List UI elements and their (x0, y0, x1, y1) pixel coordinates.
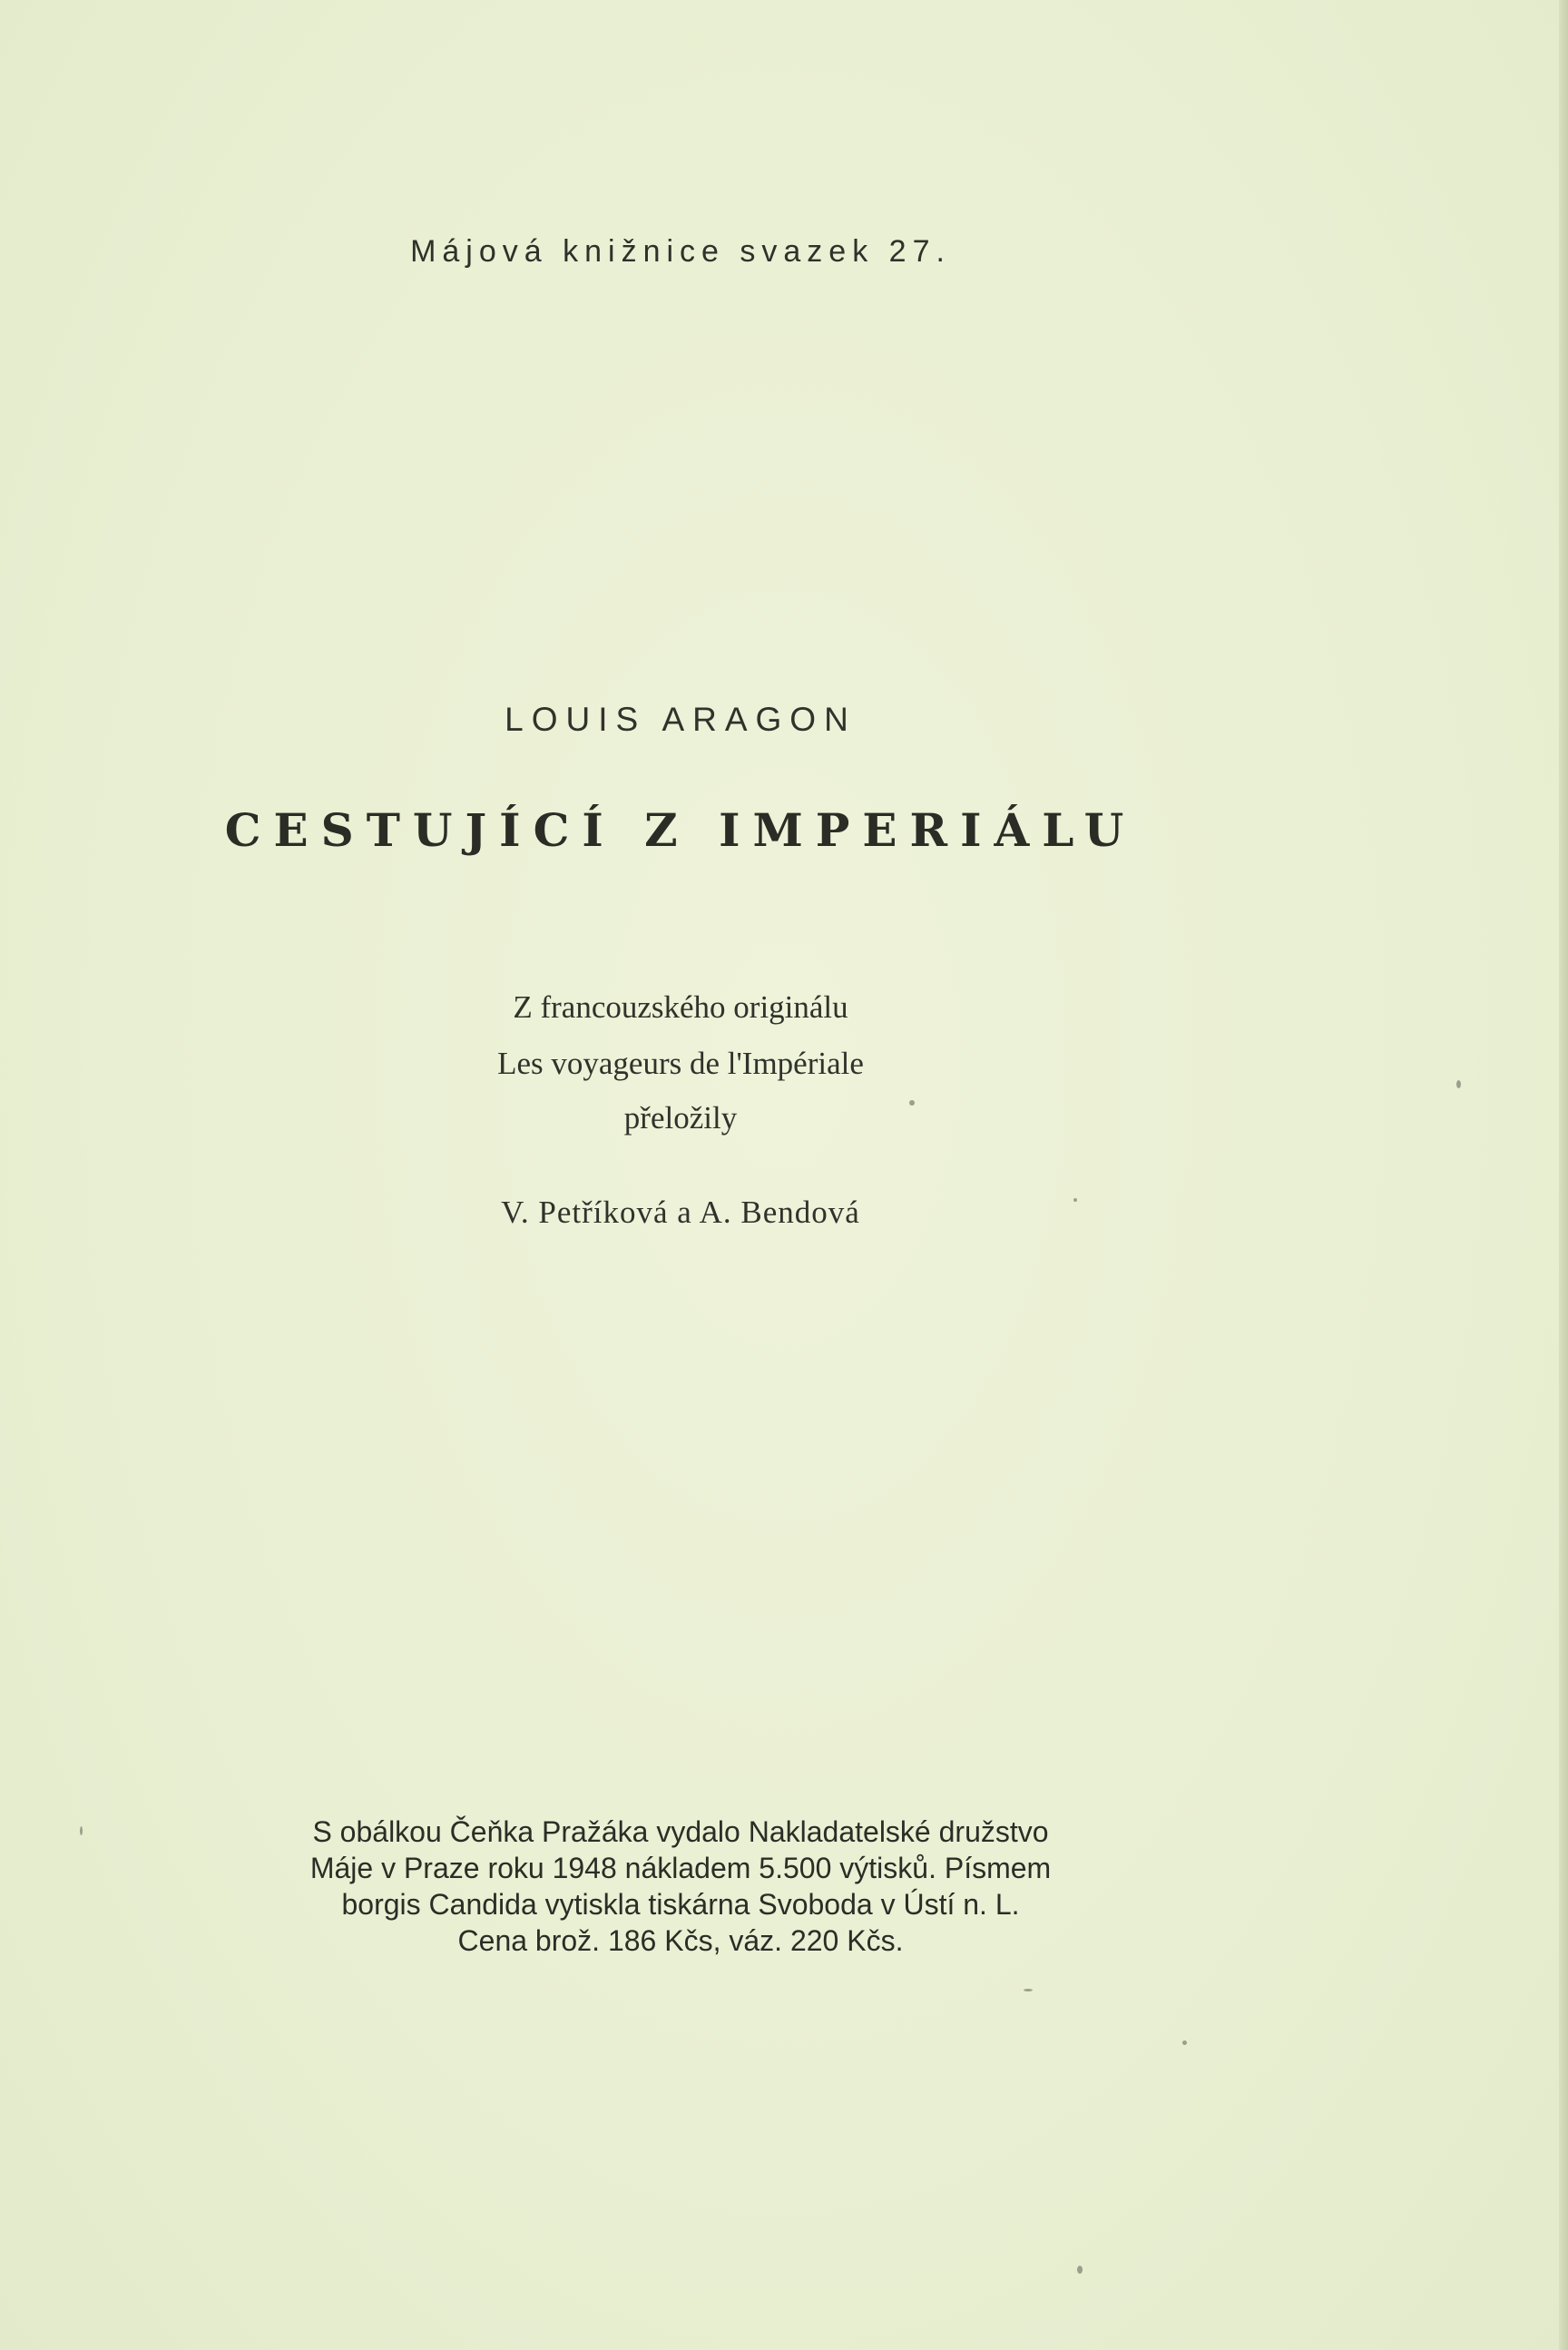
paper-speck (1456, 1080, 1461, 1088)
series-line: Májová knižnice svazek 27. (410, 234, 951, 269)
author-name: LOUIS ARAGON (505, 701, 857, 738)
paper-speck (80, 1826, 83, 1835)
paper-speck (1182, 2040, 1187, 2045)
imprint-line: S obálkou Čeňka Pražáka vydalo Nakladatelské družstvo (312, 1815, 1049, 1848)
translation-source: Z francouzského originálu (513, 989, 848, 1025)
paper-speck (909, 1100, 915, 1106)
imprint-line: Cena brož. 186 Kčs, váz. 220 Kčs. (457, 1924, 904, 1957)
paper-speck (1073, 1198, 1077, 1202)
paper-speck (1077, 2266, 1083, 2274)
translated-by-label: přeložily (623, 1100, 738, 1136)
imprint-line: Máje v Praze roku 1948 nákladem 5.500 výtisků. Písmem (309, 1852, 1052, 1884)
paper-speck (1024, 1989, 1033, 1991)
original-title: Les voyageurs de l'Impériale (497, 1046, 864, 1081)
book-title: CESTUJÍCÍ Z IMPERIÁLU (224, 803, 1137, 857)
translators: V. Petříková a A. Bendová (501, 1195, 860, 1230)
page-edge (1559, 0, 1568, 2350)
imprint-line: borgis Candida vytiskla tiskárna Svoboda v Ústí n. L. (341, 1888, 1020, 1921)
imprint-block (0, 1814, 1361, 1959)
